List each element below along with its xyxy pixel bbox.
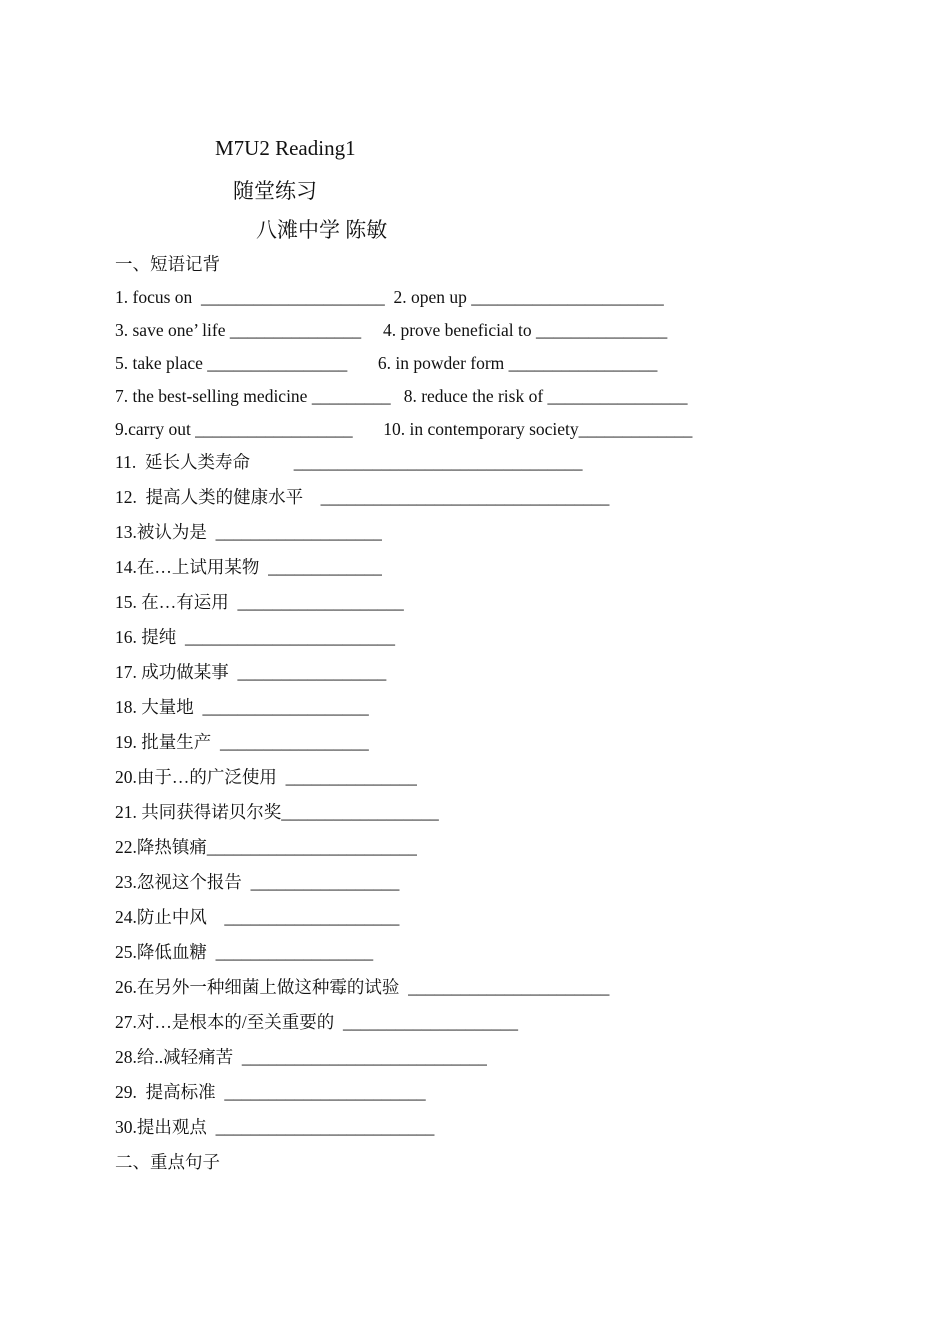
- exercise-line: 3. save one’ life _______________ 4. prove beneficial to _______________: [115, 320, 668, 340]
- section-heading-phrases: 一、短语记背: [115, 254, 220, 274]
- exercise-line: 17. 成功做某事 _________________: [115, 662, 387, 682]
- exercise-line: 14.在…上试用某物 _____________: [115, 557, 382, 577]
- exercise-line: 26.在另外一种细菌上做这种霉的试验 _______________________: [115, 977, 610, 997]
- exercise-line: 20.由于…的广泛使用 _______________: [115, 767, 417, 787]
- doc-subtitle: 随堂练习: [233, 179, 317, 203]
- doc-author: 八滩中学 陈敏: [256, 218, 388, 242]
- exercise-line: 22.降热镇痛________________________: [115, 837, 417, 857]
- doc-title: M7U2 Reading1: [215, 136, 356, 160]
- exercise-line: 29. 提高标准 _______________________: [115, 1082, 426, 1102]
- exercise-line: 7. the best-selling medicine _________ 8. reduce the risk of ________________: [115, 386, 688, 406]
- section-heading-sentences: 二、重点句子: [115, 1152, 220, 1172]
- exercise-line: 30.提出观点 _________________________: [115, 1117, 435, 1137]
- exercise-line: 25.降低血糖 __________________: [115, 942, 374, 962]
- exercise-line: 23.忽视这个报告 _________________: [115, 872, 400, 892]
- exercise-line: 27.对…是根本的/至关重要的 ____________________: [115, 1012, 518, 1032]
- exercise-line: 15. 在…有运用 ___________________: [115, 592, 404, 612]
- exercise-line: 21. 共同获得诺贝尔奖__________________: [115, 802, 439, 822]
- exercise-line: 16. 提纯 ________________________: [115, 627, 395, 647]
- exercise-line: 28.给..减轻痛苦 ____________________________: [115, 1047, 487, 1067]
- exercise-line: 13.被认为是 ___________________: [115, 522, 382, 542]
- exercise-line: 19. 批量生产 _________________: [115, 732, 369, 752]
- exercise-line: 18. 大量地 ___________________: [115, 697, 369, 717]
- exercise-line: 12. 提高人类的健康水平 _________________________________: [115, 487, 610, 507]
- exercise-line: 5. take place ________________ 6. in powder form _________________: [115, 353, 658, 373]
- exercise-line: 11. 延长人类寿命 _________________________________: [115, 452, 583, 472]
- exercise-line: 1. focus on _____________________ 2. open up ______________________: [115, 287, 664, 307]
- exercise-line: 9.carry out __________________ 10. in contemporary society_____________: [115, 419, 693, 439]
- exercise-line: 24.防止中风 ____________________: [115, 907, 400, 927]
